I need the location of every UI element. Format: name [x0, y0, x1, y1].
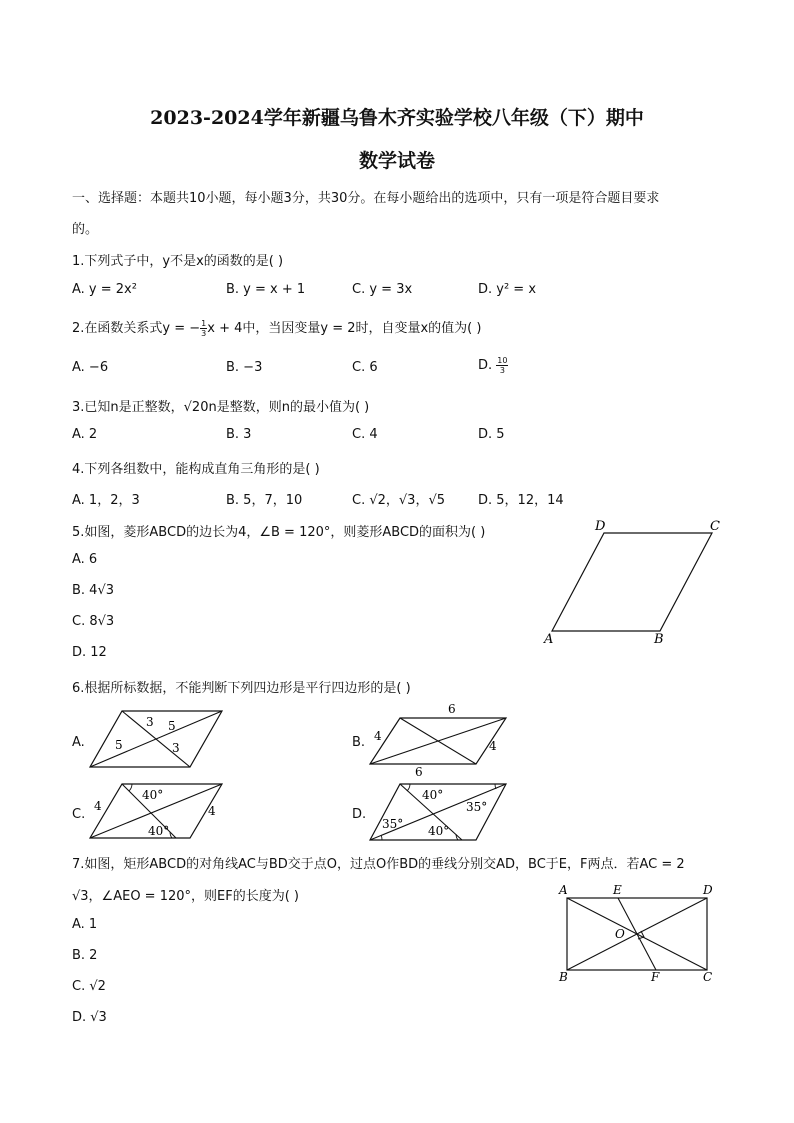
q7-option-c: C. √2	[72, 979, 106, 994]
q2-option-d-fraction	[496, 356, 508, 375]
q6-figure-c	[88, 780, 233, 842]
q6a-label-3-top: 3	[146, 715, 154, 729]
rect-label-d: D	[703, 883, 713, 897]
exam-title: 2023-2024学年新疆乌鲁木齐实验学校八年级（下）期中	[150, 107, 644, 129]
question-7-stem: 7.如图，矩形ABCD的对角线AC与BD交于点O，过点O作BD的垂线分别交AD，BC于E，F两点．若AC = 2	[72, 857, 685, 872]
question-5-stem: 5.如图，菱形ABCD的边长为4，∠B = 120°，则菱形ABCD的面积为( )	[72, 525, 486, 540]
q2-option-d	[478, 356, 508, 375]
q7-option-a: A. 1	[72, 917, 98, 932]
q6a-diagonal-2	[122, 711, 190, 767]
section-intro: 一、选择题：本题共10小题，每小题3分，共30分。在每小题给出的选项中，只有一项是符合题目要求	[72, 191, 660, 206]
q5-option-b: B. 4√3	[72, 583, 115, 598]
q2-option-d-letter: D.	[478, 358, 493, 373]
rect-label-o: O	[615, 927, 625, 941]
q2-stem-before: 2.在函数关系式y = −	[72, 321, 201, 336]
question-6-stem: 6.根据所标数据，不能判断下列四边形是平行四边形的是( )	[72, 681, 411, 696]
q2-stem-after: x + 4中，当因变量y = 2时，自变量x的值为( )	[207, 321, 482, 336]
q2-optd-den: 3	[499, 366, 505, 375]
q3-option-c: C. 4	[352, 427, 378, 442]
q7-option-d: D. √3	[72, 1010, 107, 1025]
q6b-label-4-left: 4	[374, 729, 382, 743]
q6-option-c: C.	[72, 807, 86, 822]
q2-option-a: A. −6	[72, 360, 109, 375]
q6d-label-40-top: 40°	[422, 788, 444, 802]
q6-option-a: A.	[72, 735, 85, 750]
q3-option-a: A. 2	[72, 427, 98, 442]
q3-option-d: D. 5	[478, 427, 505, 442]
q6d-label-35-left: 35°	[382, 817, 404, 831]
rect-label-f: F	[651, 970, 660, 984]
q6-figure-a	[88, 707, 228, 772]
q3-option-b: B. 3	[226, 427, 252, 442]
q4-option-a: A. 1，2，3	[72, 493, 140, 508]
q4-option-b: B. 5，7，10	[226, 493, 303, 508]
q6c-label-40-top: 40°	[142, 788, 164, 802]
q1-option-b: B. y = x + 1	[226, 282, 306, 297]
q6-figure-d	[368, 764, 513, 844]
rhombus-label-a: A	[544, 632, 554, 647]
q6d-label-40-bottom: 40°	[428, 824, 450, 838]
q2-frac-den: 3	[201, 329, 207, 338]
q6a-label-3-bottom: 3	[172, 741, 180, 755]
rhombus-shape	[552, 533, 712, 631]
q1-option-d: D. y² = x	[478, 282, 537, 297]
q6-figure-b	[368, 700, 513, 770]
q5-option-a: A. 6	[72, 552, 98, 567]
q7-option-b: B. 2	[72, 948, 98, 963]
q2-option-b: B. −3	[226, 360, 263, 375]
q6c-label-4-right: 4	[208, 804, 216, 818]
q6-option-b: B.	[352, 735, 366, 750]
rhombus-label-d: D	[595, 519, 606, 534]
q6d-angle-arc-top	[407, 784, 410, 791]
rectangle-figure	[555, 880, 725, 990]
q2-optd-num: 10	[497, 356, 508, 365]
q4-option-d: D. 5，12，14	[478, 493, 564, 508]
q6c-label-4-left: 4	[94, 799, 102, 813]
question-2-stem	[72, 317, 481, 338]
q6d-angle-arc-left	[381, 835, 382, 840]
q4-option-c: C. √2，√3，√5	[352, 493, 446, 508]
section-intro-cont: 的。	[72, 222, 99, 237]
rhombus-label-c: C	[710, 519, 720, 534]
question-3-stem: 3.已知n是正整数，√20n是整数，则n的最小值为( )	[72, 400, 370, 415]
q6a-label-5-top: 5	[168, 719, 176, 733]
q5-option-c: C. 8√3	[72, 614, 115, 629]
question-4-stem: 4.下列各组数中，能构成直角三角形的是( )	[72, 462, 320, 477]
q6d-label-35-right: 35°	[466, 800, 488, 814]
question-7-stem-cont: √3，∠AEO = 120°，则EF的长度为( )	[72, 889, 299, 904]
q6c-angle-arc-top	[129, 784, 132, 791]
q6c-label-40-bottom: 40°	[148, 824, 170, 838]
q6-option-d: D.	[352, 807, 367, 822]
rhombus-figure	[540, 515, 730, 650]
q6b-diagonal-2	[400, 718, 476, 764]
q2-frac-num: 1	[201, 319, 207, 328]
q6d-label-6: 6	[415, 765, 423, 779]
rect-label-a: A	[559, 883, 568, 897]
q2-option-c: C. 6	[352, 360, 378, 375]
q6b-label-6: 6	[448, 702, 456, 716]
rect-label-c: C	[703, 970, 713, 984]
rect-label-e: E	[613, 883, 622, 897]
rect-label-b: B	[559, 970, 568, 984]
question-1-stem: 1.下列式子中，y不是x的函数的是( )	[72, 254, 284, 269]
q1-option-c: C. y = 3x	[352, 282, 413, 297]
q6b-label-4-right: 4	[489, 739, 497, 753]
rhombus-label-b: B	[654, 632, 664, 647]
q1-option-a: A. y = 2x²	[72, 282, 137, 297]
q6a-label-5-bottom: 5	[115, 738, 123, 752]
q5-option-d: D. 12	[72, 645, 107, 660]
exam-subtitle: 数学试卷	[358, 150, 435, 172]
